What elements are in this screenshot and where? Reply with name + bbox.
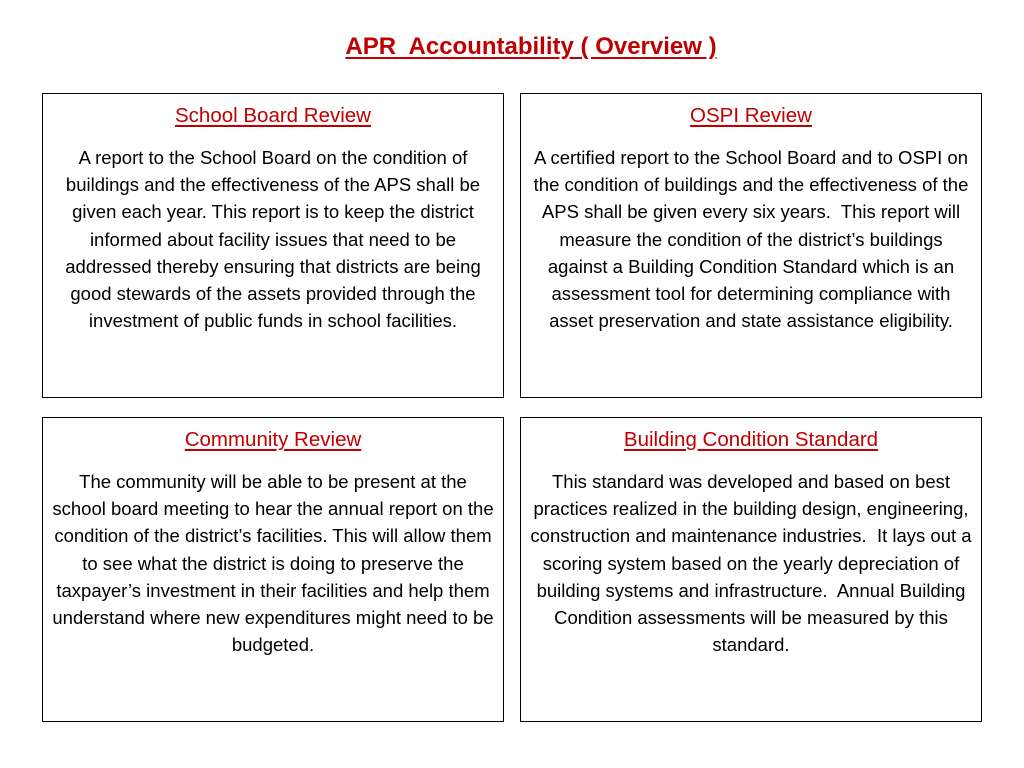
school-board-review-box [42,93,504,398]
school-board-review-heading: School Board Review [175,104,371,127]
ospi-review-heading: OSPI Review [690,104,812,127]
community-review-heading: Community Review [184,428,362,451]
ospi-review-text: A certified report to the School Board and to OSPI on the condition of buildings and the effectiveness of the APS shall be given every six years. This report will measure the condition of the district’s buildings against a Building Condition Standard which is an assessment tool for determining compliance with asset preservation and state assistance eligibility. [533,147,974,332]
building-condition-standard-box [520,417,982,722]
building-condition-standard-heading: Building Condition Standard [623,428,879,451]
building-condition-standard-text: This standard was developed and based on best practices realized in the building design, engineering, construction and maintenance industries. It lays out a scoring system based on the yearly depreciation of building systems and infrastructure. Annual Building Condition assessments will be measured by this standard. [530,471,977,656]
school-board-review-text: A report to the School Board on the condition of buildings and the effectiveness of the APS shall be given each year. This report is to keep the district informed about facility issues that need to be addressed thereby ensuring that districts are being good stewards of the assets provided through the investment of public funds in school facilities. [65,147,486,332]
community-review-box [42,417,504,722]
ospi-review-box [520,93,982,398]
page-title: APR Accountability ( Overview ) [345,33,717,60]
community-review-text: The community will be able to be present at the school board meeting to hear the annual report on the condition of the district’s facilities. This will allow them to see what the district is doing to preserve the taxpayer’s investment in their facilities and help them understand where new expenditures might need to be budgeted. [52,471,499,656]
